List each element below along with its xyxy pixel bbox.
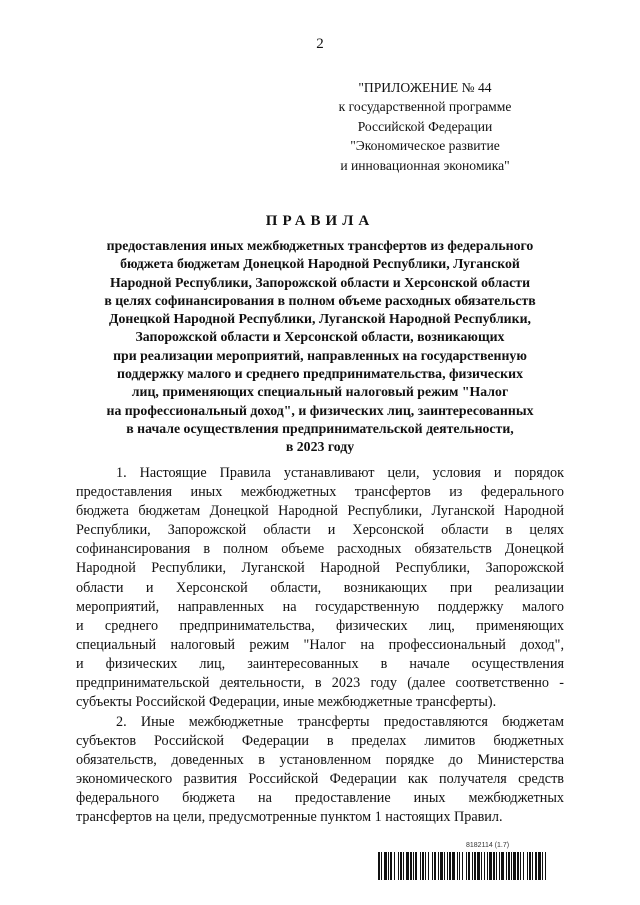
barcode-bar (506, 852, 507, 880)
paragraph-line: 2. Иные межбюджетные трансферты предоставляются бюджетам (116, 714, 564, 730)
paragraph-line: субъекты Российской Федерации, иные межбюджетные трансферты). (76, 694, 497, 711)
subtitle-line: на профессиональный доход", и физических лиц, заинтересованных (106, 402, 534, 418)
subtitle-line: в начале осуществления предпринимательской деятельности, (126, 420, 514, 436)
barcode-bar (508, 852, 510, 880)
barcode-bar (472, 852, 473, 880)
paragraph-line: 1. Настоящие Правила устанавливают цели, условия и порядок (116, 465, 564, 481)
barcode-bar (513, 852, 516, 880)
paragraph-line: специальный налоговый режим "Налог на профессиональный доход", (76, 636, 564, 653)
barcode-bar (484, 852, 485, 880)
barcode-bar (447, 852, 448, 880)
paragraph-line: экономического развития Российской Федерации как получателя средств (76, 771, 564, 788)
subtitle-line: в 2023 году (285, 439, 355, 455)
paragraph-line: обязательств, доведенных в установленном порядке до Министерства (76, 752, 564, 769)
barcode-bar (413, 852, 414, 880)
barcode-bar (403, 852, 404, 880)
barcode-bar (406, 852, 409, 880)
barcode-bar (468, 852, 470, 880)
barcode-bar (398, 852, 399, 880)
barcode-bar (527, 852, 528, 880)
barcode-bar (384, 852, 387, 880)
barcode-bar (477, 852, 480, 880)
barcode-block (378, 842, 624, 882)
paragraph-line: Республики, Запорожской области и Херсонской области в целях (76, 522, 564, 539)
barcode-bar (535, 852, 537, 880)
barcode-bar (459, 852, 460, 880)
barcode-bar (538, 852, 541, 880)
barcode-bar (410, 852, 412, 880)
paragraph-2 (76, 713, 564, 828)
barcode-bar (542, 852, 543, 880)
barcode-bar (520, 852, 521, 880)
document-title: ПРАВИЛА (265, 213, 375, 229)
paragraph-line: предпринимательской деятельности, в 2023 году (далее соответственно - (76, 675, 564, 692)
barcode-bar (425, 852, 426, 880)
barcode-bar (462, 852, 463, 880)
barcode-bar (466, 852, 467, 880)
paragraph-line: мероприятий, направленных на государственную поддержку малого (76, 598, 564, 615)
subtitle-line: при реализации мероприятий, направленных на государственную (113, 347, 527, 363)
barcode-bar (422, 852, 424, 880)
document-subtitle (70, 237, 570, 457)
barcode-bar (388, 852, 389, 880)
barcode-code: 8182114 (1.7) (466, 842, 510, 849)
barcode-bar (432, 852, 433, 880)
paragraph-line: области и Херсонской области, возникающих при реализации (76, 579, 564, 596)
appendix-line: к государственной программе (338, 99, 512, 115)
barcode-bar (517, 852, 519, 880)
paragraph-line: федерального бюджета на предоставление иных межбюджетных (76, 790, 564, 807)
subtitle-line: в целях софинансирования в полном объеме расходных обязательств (104, 292, 536, 308)
appendix-line: Российской Федерации (357, 118, 493, 134)
barcode-bar (496, 852, 497, 880)
appendix-line: и инновационная экономика" (340, 157, 510, 173)
barcode-bar (501, 852, 504, 880)
barcode-bar (400, 852, 402, 880)
subtitle-line: предоставления иных межбюджетных трансфертов из федерального (106, 238, 534, 253)
barcode-bar (529, 852, 531, 880)
subtitle-line: бюджета бюджетам Донецкой Народной Республики, Луганской (120, 256, 520, 272)
barcode-bar (493, 852, 495, 880)
appendix-line: "ПРИЛОЖЕНИЕ № 44 (358, 80, 492, 95)
appendix-header (300, 78, 550, 175)
barcode-bar (394, 852, 395, 880)
barcode-bar (457, 852, 458, 880)
paragraph-line: софинансирования в полном объеме расходных обязательств Донецкой (76, 541, 564, 558)
barcode-bar (499, 852, 500, 880)
page-number: 2 (316, 36, 324, 52)
paragraph-1 (76, 464, 564, 712)
barcode-bar (381, 852, 382, 880)
subtitle-line: лиц, применяющих специальный налоговый режим "Налог (131, 384, 509, 400)
barcode (378, 852, 624, 880)
barcode-bar (438, 852, 439, 880)
barcode-bar (415, 852, 417, 880)
paragraph-line: предоставления иных межбюджетных трансфертов из федерального (76, 484, 564, 501)
barcode-bar (449, 852, 451, 880)
barcode-bar (378, 852, 380, 880)
subtitle-line: Запорожской области и Херсонской области, возникающих (135, 329, 505, 345)
barcode-bar (420, 852, 421, 880)
barcode-bar (532, 852, 533, 880)
subtitle-line: Народной Республики, Запорожской области и Херсонской области (109, 274, 531, 290)
paragraph-line: трансфертов на цели, предусмотренные пунктом 1 настоящих Правил. (76, 809, 503, 826)
barcode-bar (474, 852, 476, 880)
barcode-bar (434, 852, 436, 880)
paragraph-line: бюджета бюджетам Донецкой Народной Республики, Луганской Народной (76, 503, 564, 520)
appendix-line: "Экономическое развитие (350, 138, 500, 154)
paragraph-line: субъектов Российской Федерации в пределах лимитов бюджетных (76, 733, 564, 750)
barcode-bar (452, 852, 455, 880)
paragraph-line: и физических лиц, заинтересованных в начале осуществления (76, 655, 564, 672)
barcode-bar (523, 852, 524, 880)
barcode-bar (428, 852, 429, 880)
barcode-bar (390, 852, 392, 880)
paragraph-line: и среднего предпринимательства, физических лиц, применяющих (76, 617, 564, 634)
barcode-bar (481, 852, 482, 880)
barcode-bar (489, 852, 492, 880)
barcode-bar (511, 852, 512, 880)
subtitle-line: Донецкой Народной Республики, Луганской Народной Республики, (109, 311, 531, 327)
paragraph-line: Народной Республики, Луганской Народной Республики, Запорожской (76, 560, 564, 577)
barcode-bar (444, 852, 445, 880)
barcode-bar (545, 852, 546, 880)
subtitle-line: поддержку малого и среднего предпринимательства, физических (117, 366, 523, 382)
barcode-bar (487, 852, 488, 880)
barcode-bar (440, 852, 443, 880)
